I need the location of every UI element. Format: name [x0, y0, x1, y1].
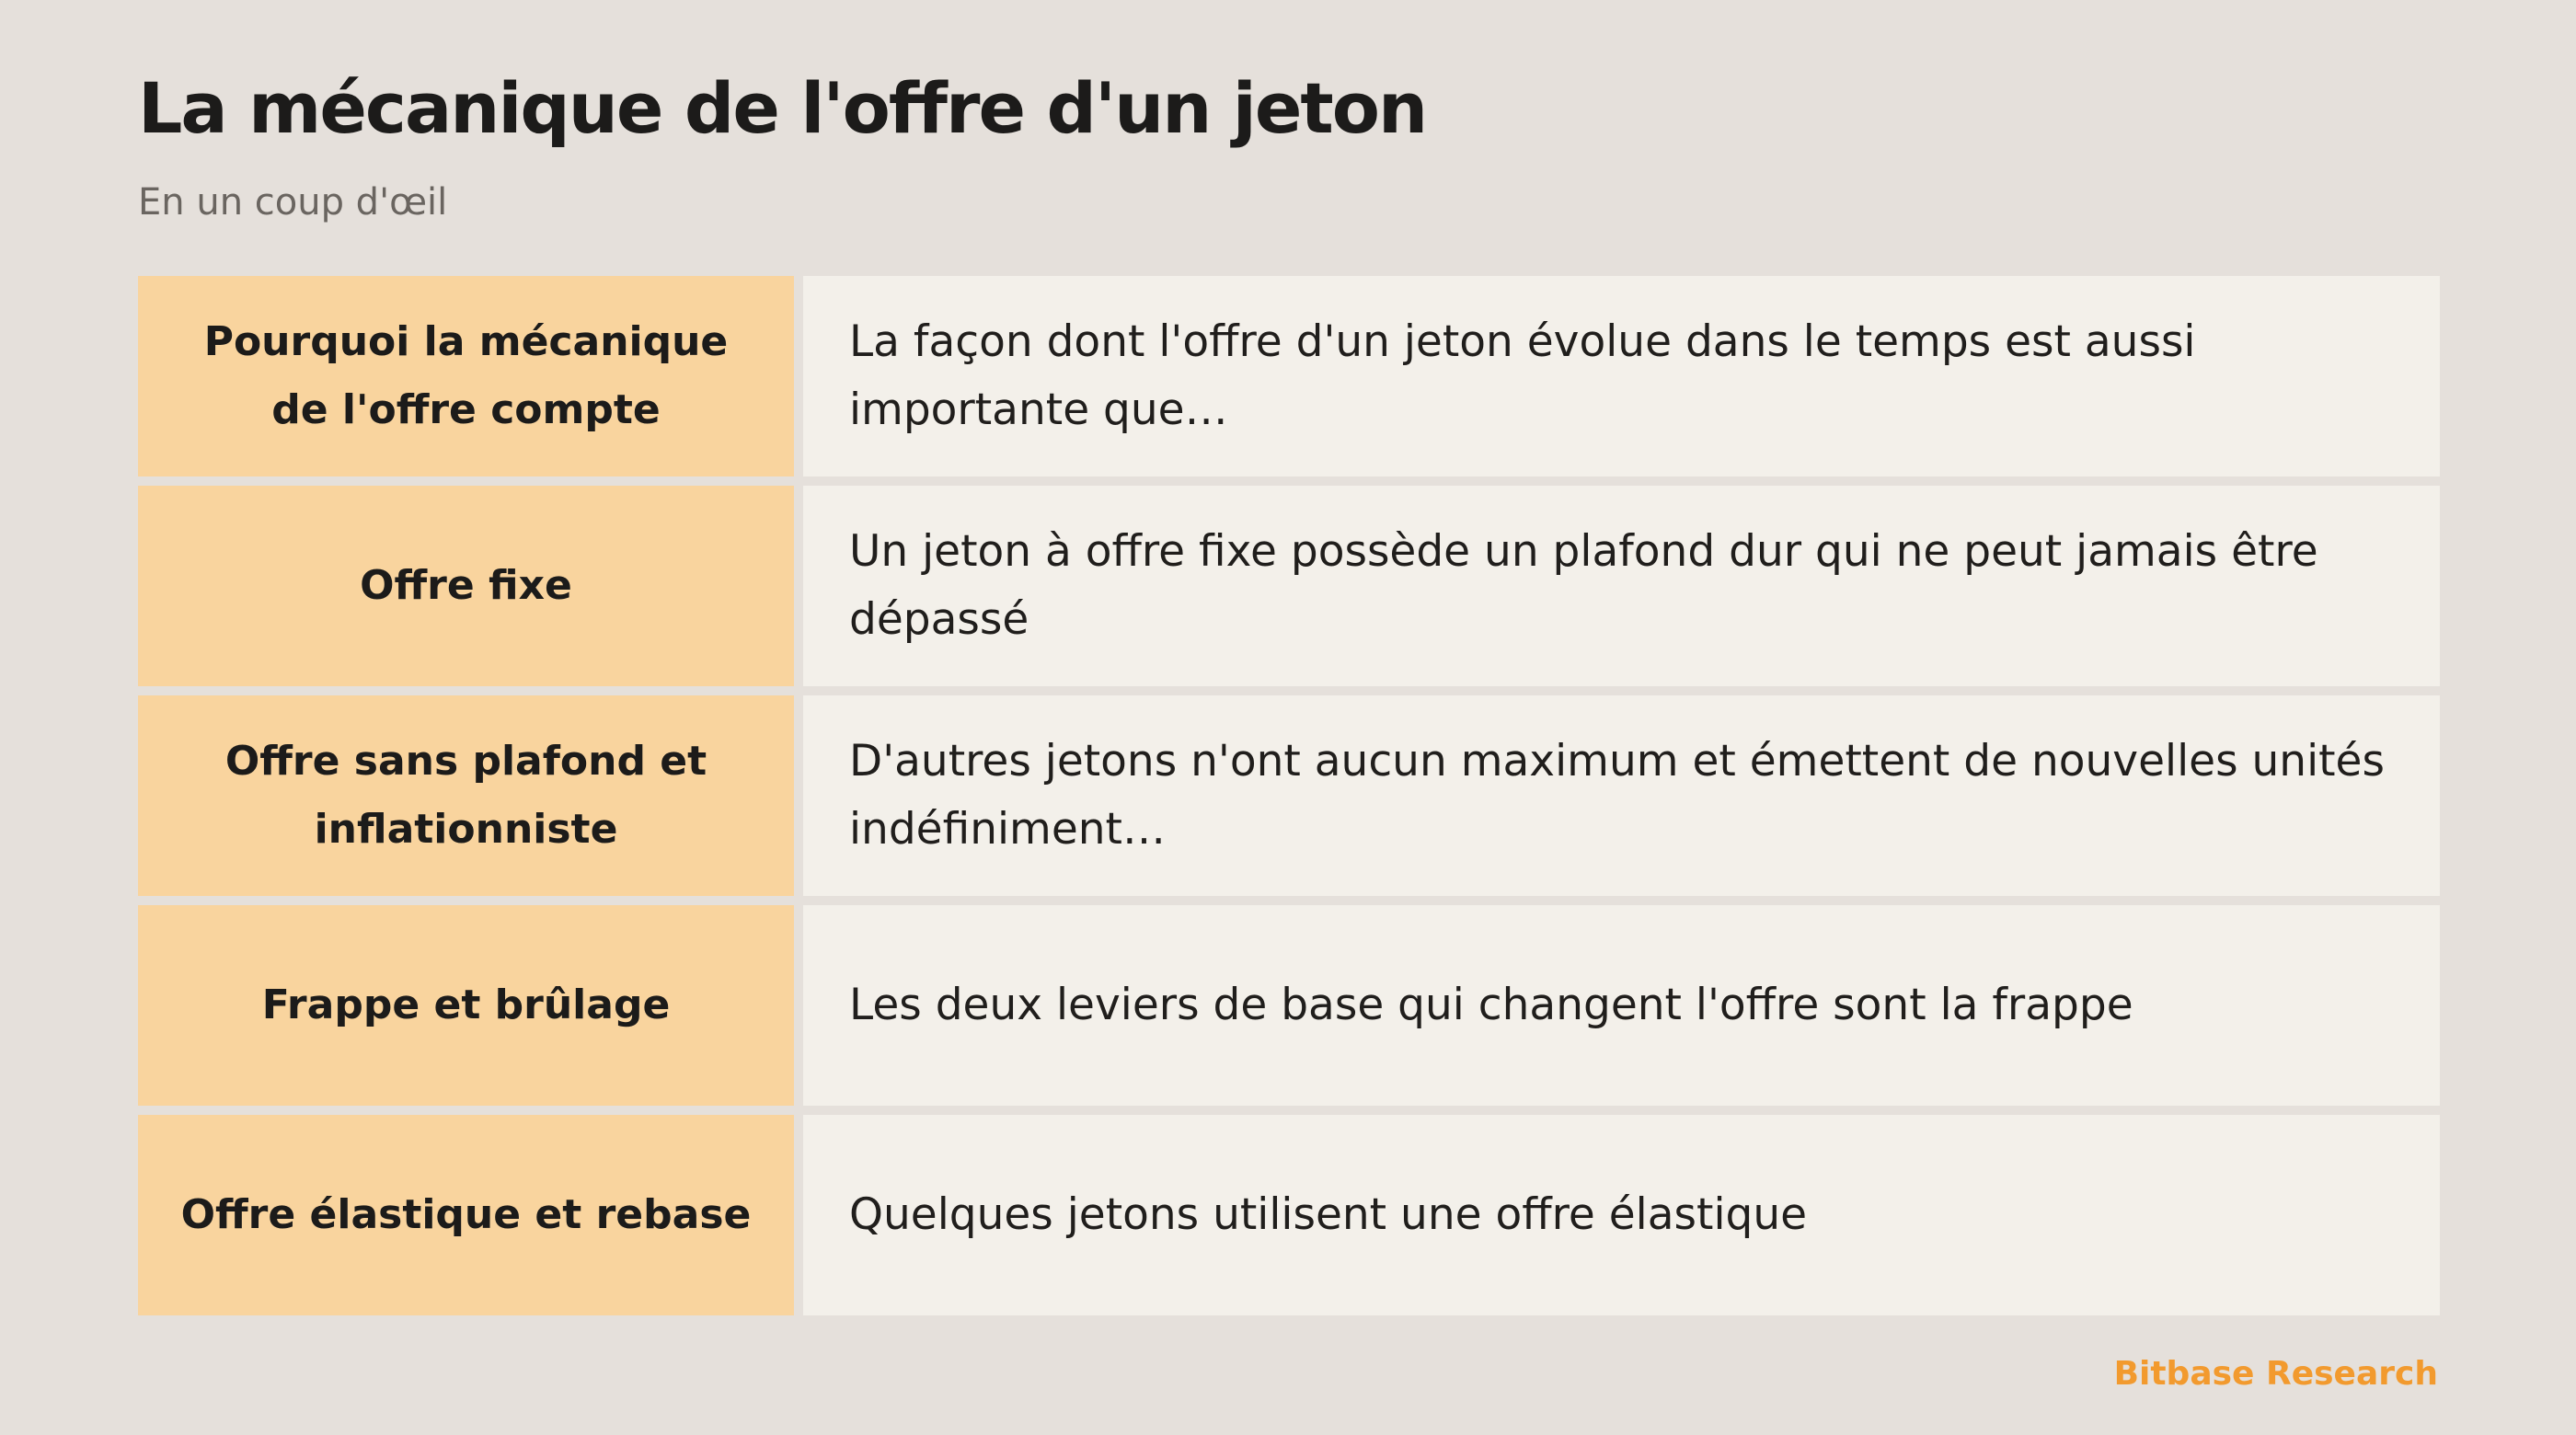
table-row: [138, 1115, 2440, 1315]
table-row: [138, 276, 2440, 476]
row-label: Offre élastique et rebase: [138, 1115, 794, 1315]
summary-table: [138, 276, 2440, 1319]
row-description: Quelques jetons utilisent une offre élastique: [803, 1115, 2440, 1315]
page-subtitle: En un coup d'œil: [138, 181, 448, 224]
page-title: La mécanique de l'offre d'un jeton: [138, 67, 1427, 149]
row-label: Pourquoi la mécanique de l'offre compte: [138, 276, 794, 476]
row-description: La façon dont l'offre d'un jeton évolue dans le temps est aussi importante que…: [803, 276, 2440, 476]
row-label: Offre fixe: [138, 486, 794, 686]
row-label: Frappe et brûlage: [138, 905, 794, 1106]
row-label: Offre sans plafond et inflationniste: [138, 695, 794, 896]
table-row: [138, 905, 2440, 1106]
row-description: Les deux leviers de base qui changent l'offre sont la frappe: [803, 905, 2440, 1106]
row-description: Un jeton à offre fixe possède un plafond dur qui ne peut jamais être dépassé: [803, 486, 2440, 686]
brand-footer: Bitbase Research: [2113, 1355, 2438, 1393]
table-row: [138, 486, 2440, 686]
table-row: [138, 695, 2440, 896]
row-description: D'autres jetons n'ont aucun maximum et émettent de nouvelles unités indéfiniment…: [803, 695, 2440, 896]
